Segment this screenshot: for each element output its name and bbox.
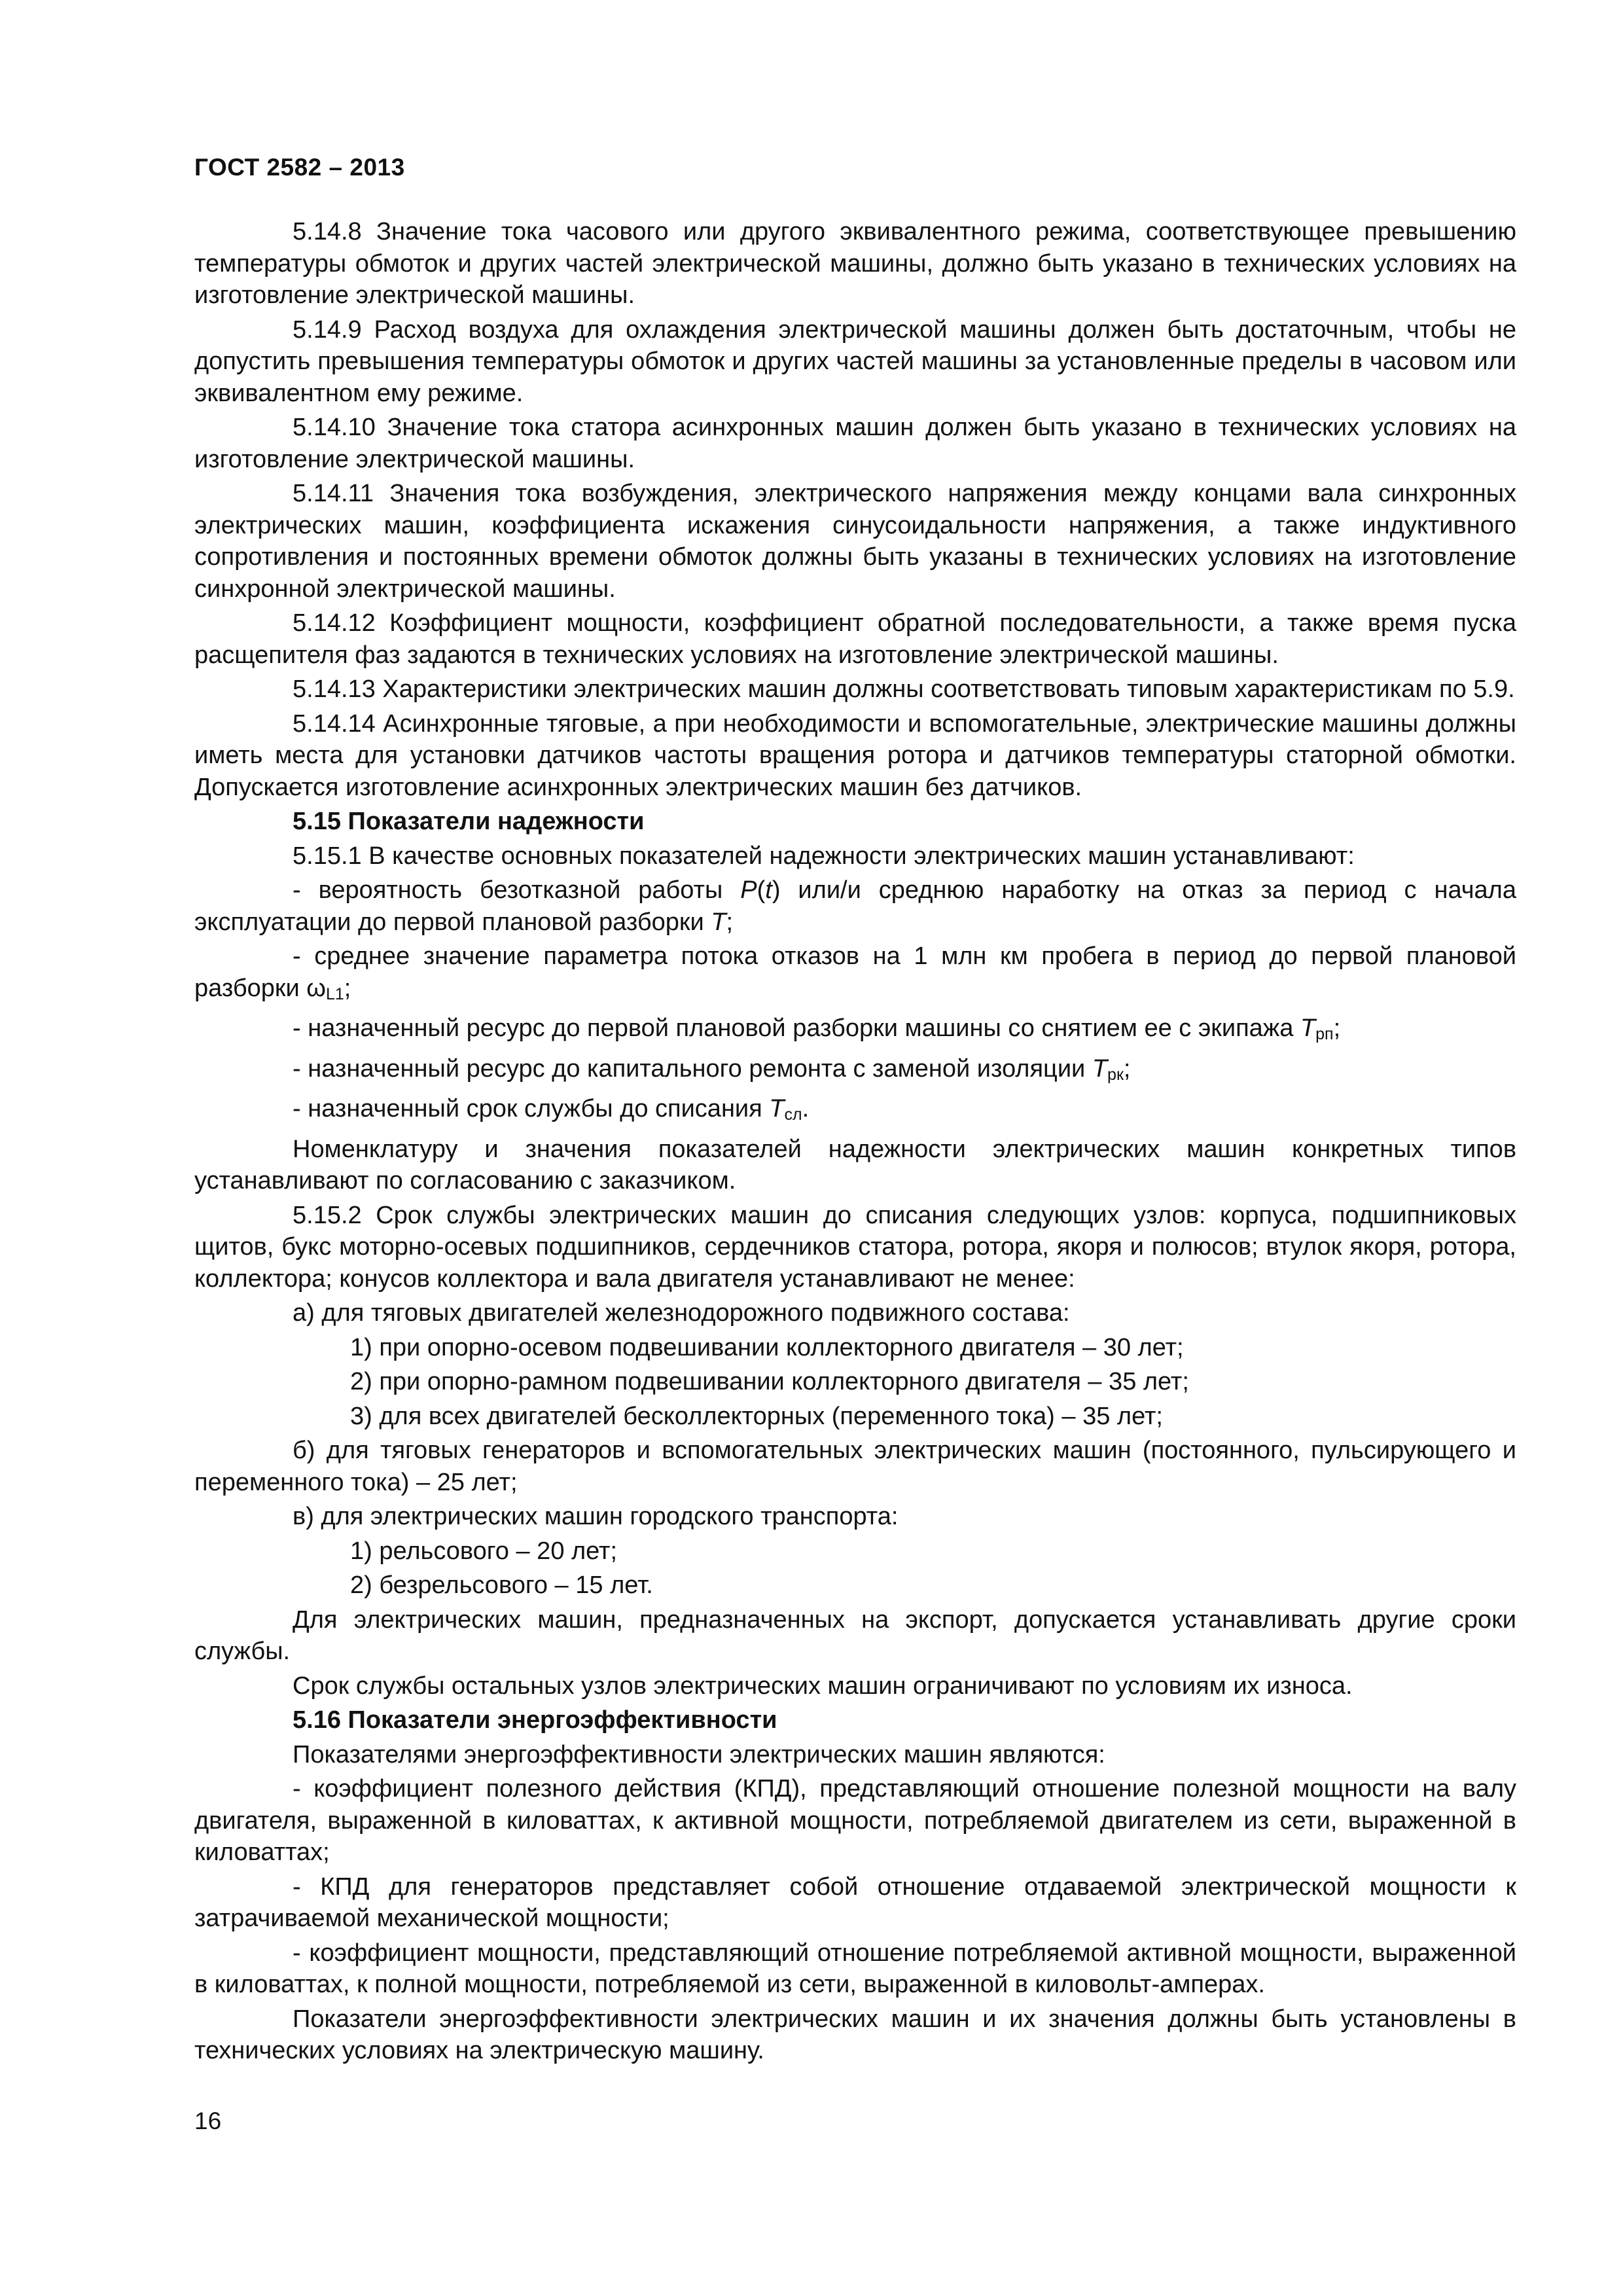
bullet-generator-kpd: - КПД для генераторов представляет собой отношение отдаваемой электрической мощности к затрачиваемой механической мощности; [194, 1873, 1516, 1932]
list-item-v: в) для электрических машин городского транспорта: [293, 1503, 899, 1530]
list-item-v2: 2) безрельсового – 15 лет. [350, 1571, 653, 1599]
paragraph-5-14-12: 5.14.12 Коэффициент мощности, коэффициент обратной последовательности, а также время пуска расщепителя фаз задаются в технических условиях на изготовление электрической машины. [194, 609, 1516, 669]
bullet-service-life: - назначенный срок службы до списания Tсл. [293, 1095, 810, 1124]
paragraph-5-14-9: 5.14.9 Расход воздуха для охлаждения электрической машины должен быть достаточным, чтобы не допустить превышения температуры обмоток и других частей машины за установленные пределы в часовом или эквивалентном ему режиме. [194, 315, 1516, 407]
bullet-reliability-probability: - вероятность безотказной работы P(t) или/и среднюю наработку на отказ за период с начала эксплуатации до первой плановой разборки T; [194, 876, 1516, 936]
list-item-a1: 1) при опорно-осевом подвешивании коллекторного двигателя – 30 лет; [350, 1333, 1184, 1361]
paragraph-5-14-10: 5.14.10 Значение тока статора асинхронных машин должен быть указано в технических условиях на изготовление электрической машины. [194, 414, 1516, 473]
document-body [194, 216, 1516, 2070]
list-item-v1: 1) рельсового – 20 лет; [350, 1537, 618, 1565]
paragraph-other-units: Срок службы остальных узлов электрических машин ограничивают по условиям их износа. [293, 1672, 1353, 1700]
bullet-failure-flow: - среднее значение параметра потока отказов на 1 млн км пробега в период до первой плановой разборки ωL1; [194, 942, 1516, 1003]
paragraph-efficiency-closing: Показатели энергоэффективности электрических машин и их значения должны быть установлены в технических условиях на электрическую машину. [194, 2005, 1516, 2064]
paragraph-5-14-8: 5.14.8 Значение тока часового или другого эквивалентного режима, соответствующее превышению температуры обмоток и других частей электрической машины, должно быть указано в технических условиях на изготовление электрической машины. [194, 218, 1516, 309]
paragraph-5-14-11: 5.14.11 Значения тока возбуждения, электрического напряжения между концами вала синхронных электрических машин, коэффициента искажения синусоидальности напряжения, а также индуктивного сопротивления и постоянных времени обмоток должны быть указаны в технических условиях на изготовление синхронной электрической машины. [194, 480, 1516, 603]
bullet-resource-capital-repair: - назначенный ресурс до капитального ремонта с заменой изоляции Tрк; [293, 1054, 1131, 1084]
list-item-a3: 3) для всех двигателей бесколлекторных (переменного тока) – 35 лет; [350, 1402, 1163, 1430]
list-item-a2: 2) при опорно-рамном подвешивании коллекторного двигателя – 35 лет; [350, 1368, 1189, 1395]
section-heading-5-16: 5.16 Показатели энергоэффективности [293, 1706, 777, 1734]
list-item-b: б) для тяговых генераторов и вспомогательных электрических машин (постоянного, пульсирующего и переменного тока) – 25 лет; [194, 1437, 1516, 1496]
paragraph-5-14-14: 5.14.14 Асинхронные тяговые, а при необходимости и вспомогательные, электрические машины должны иметь места для установки датчиков частоты вращения ротора и датчиков температуры статорной обмотки. Допускается изготовление асинхронных электрических машин без датчиков. [194, 709, 1516, 801]
section-heading-5-15: 5.15 Показатели надежности [293, 808, 645, 835]
document-header: ГОСТ 2582 – 2013 [194, 154, 405, 181]
bullet-power-factor: - коэффициент мощности, представляющий отношение потребляемой активной мощности, выраженной в киловаттах, к полной мощности, потребляемой из сети, выраженной в киловольт-амперах. [194, 1939, 1516, 1998]
paragraph-5-15-2: 5.15.2 Срок службы электрических машин до списания следующих узлов: корпуса, подшипниковых щитов, букс моторно-осевых подшипников, сердечников статора, ротора, якоря и полюсов; втулок якоря, ротора, коллектора; конусов коллектора и вала двигателя устанавливают не менее: [194, 1201, 1516, 1293]
list-item-a: а) для тяговых двигателей железнодорожного подвижного состава: [293, 1299, 1070, 1327]
paragraph-export: Для электрических машин, предназначенных на экспорт, допускается устанавливать другие сроки службы. [194, 1605, 1516, 1665]
paragraph-efficiency-intro: Показателями энергоэффективности электрических машин являются: [293, 1740, 1105, 1768]
paragraph-5-14-13: 5.14.13 Характеристики электрических машин должны соответствовать типовым характеристикам по 5.9. [293, 675, 1515, 703]
page-number: 16 [194, 2108, 222, 2134]
bullet-resource-first-overhaul: - назначенный ресурс до первой плановой разборки машины со снятием ее с экипажа Tрп; [293, 1014, 1341, 1043]
paragraph-5-15-1: 5.15.1 В качестве основных показателей надежности электрических машин устанавливают: [293, 842, 1355, 870]
paragraph-nomenclature: Номенклатуру и значения показателей надежности электрических машин конкретных типов устанавливают по согласованию с заказчиком. [194, 1135, 1516, 1194]
bullet-efficiency-kpd: - коэффициент полезного действия (КПД), представляющий отношение полезной мощности на валу двигателя, выраженной в киловаттах, к активной мощности, потребляемой двигателем из сети, выраженной в киловаттах; [194, 1775, 1516, 1866]
